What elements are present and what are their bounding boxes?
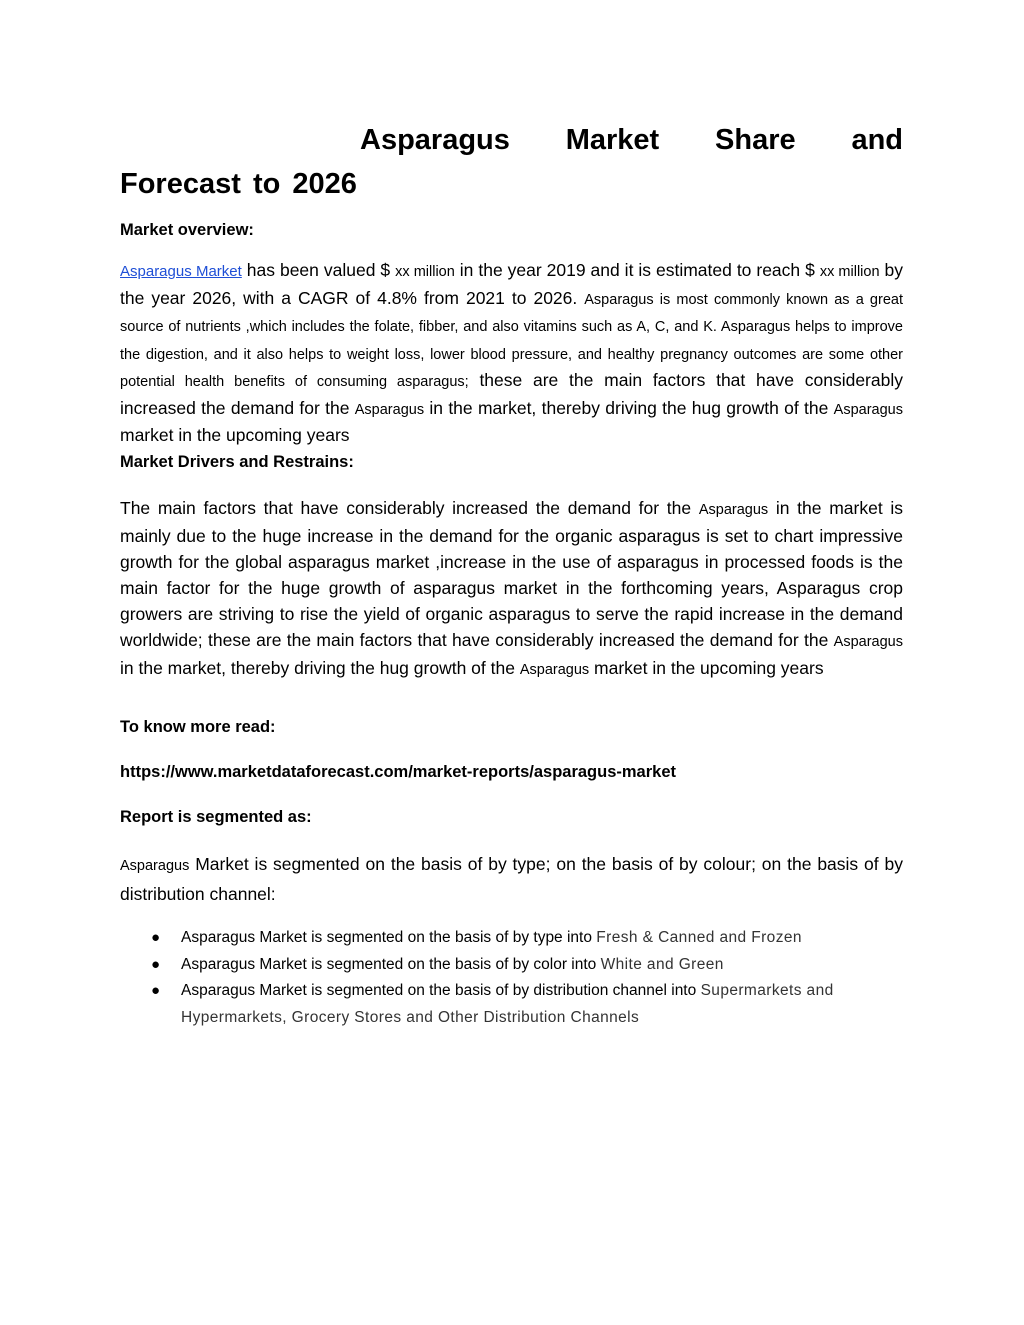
report-url[interactable]: https://www.marketdataforecast.com/market-reports/asparagus-market — [120, 763, 676, 781]
segmentation-intro: Asparagus Market is segmented on the basis of by type; on the basis of by colour; on the basis of by distribution channel: — [120, 854, 903, 904]
list-item: ● Asparagus Market is segmented on the basis of by color into White and Green — [120, 952, 903, 979]
know-more-heading: To know more read: — [120, 718, 276, 736]
list-item: ● Asparagus Market is segmented on the basis of by distribution channel into Supermarkets and Hypermarkets, Grocery Stores and Other Distribution Channels — [120, 978, 903, 1031]
title-line-1: Asparagus Market Share and Forecast — [120, 124, 903, 200]
bullet-icon: ● — [151, 955, 161, 973]
segment-values: White and Green — [600, 955, 724, 973]
list-item: ● Asparagus Market is segmented on the basis of by type into Fresh & Canned and Frozen — [120, 925, 903, 952]
report-segmented-heading: Report is segmented as: — [120, 808, 312, 826]
market-drivers-heading: Market Drivers and Restrains: — [120, 453, 354, 471]
market-drivers-paragraph: The main factors that have considerably increased the demand for the Asparagus in the market is mainly due to the huge increase in the demand for the organic asparagus is set to chart impressive growth for the global asparagus market ,increase in the use of asparagus in processed foods is the main factor for the huge growth of asparagus market in the forthcoming years, Asparagus crop growers are striving to rise the yield of organic asparagus to serve the rapid increase in the demand worldwide; these are the main factors that have considerably increased the demand for the Asparagus in the market, thereby driving the hug growth of the Asparagus market in the upcoming years — [120, 498, 904, 678]
segmentation-list — [120, 925, 903, 1031]
bullet-icon: ● — [151, 929, 161, 946]
bullet-icon: ● — [151, 982, 161, 999]
market-overview-paragraph: Asparagus Market has been valued $ xx million in the year 2019 and it is estimated to reach $ xx million by the year 2026, with a CAGR of 4.8% from 2021 to 2026. Asparagus is most commonly known as a great source of nutrients ,which includes the folate, fibber, and also vitamins such as A, C, and K. Asparagus helps to improve the digestion, and it also helps to weight loss, lower blood pressure, and healthy pregnancy outcomes are some other potential health benefits of consuming asparagus; these are the main factors that have considerably increased the demand for the Asparagus in the market, thereby driving the hug growth of the Asparagus market in the upcoming years — [120, 260, 903, 445]
title-line-2: to 2026 — [252, 168, 357, 200]
segment-values: Fresh & Canned and Frozen — [596, 929, 802, 946]
page-title — [120, 118, 903, 206]
segment-values: Supermarkets and Hypermarkets, Grocery Stores and Other Distribution Channels — [181, 982, 834, 1026]
market-overview-heading: Market overview: — [120, 221, 254, 239]
asparagus-market-link[interactable]: Asparagus Market — [120, 263, 242, 280]
